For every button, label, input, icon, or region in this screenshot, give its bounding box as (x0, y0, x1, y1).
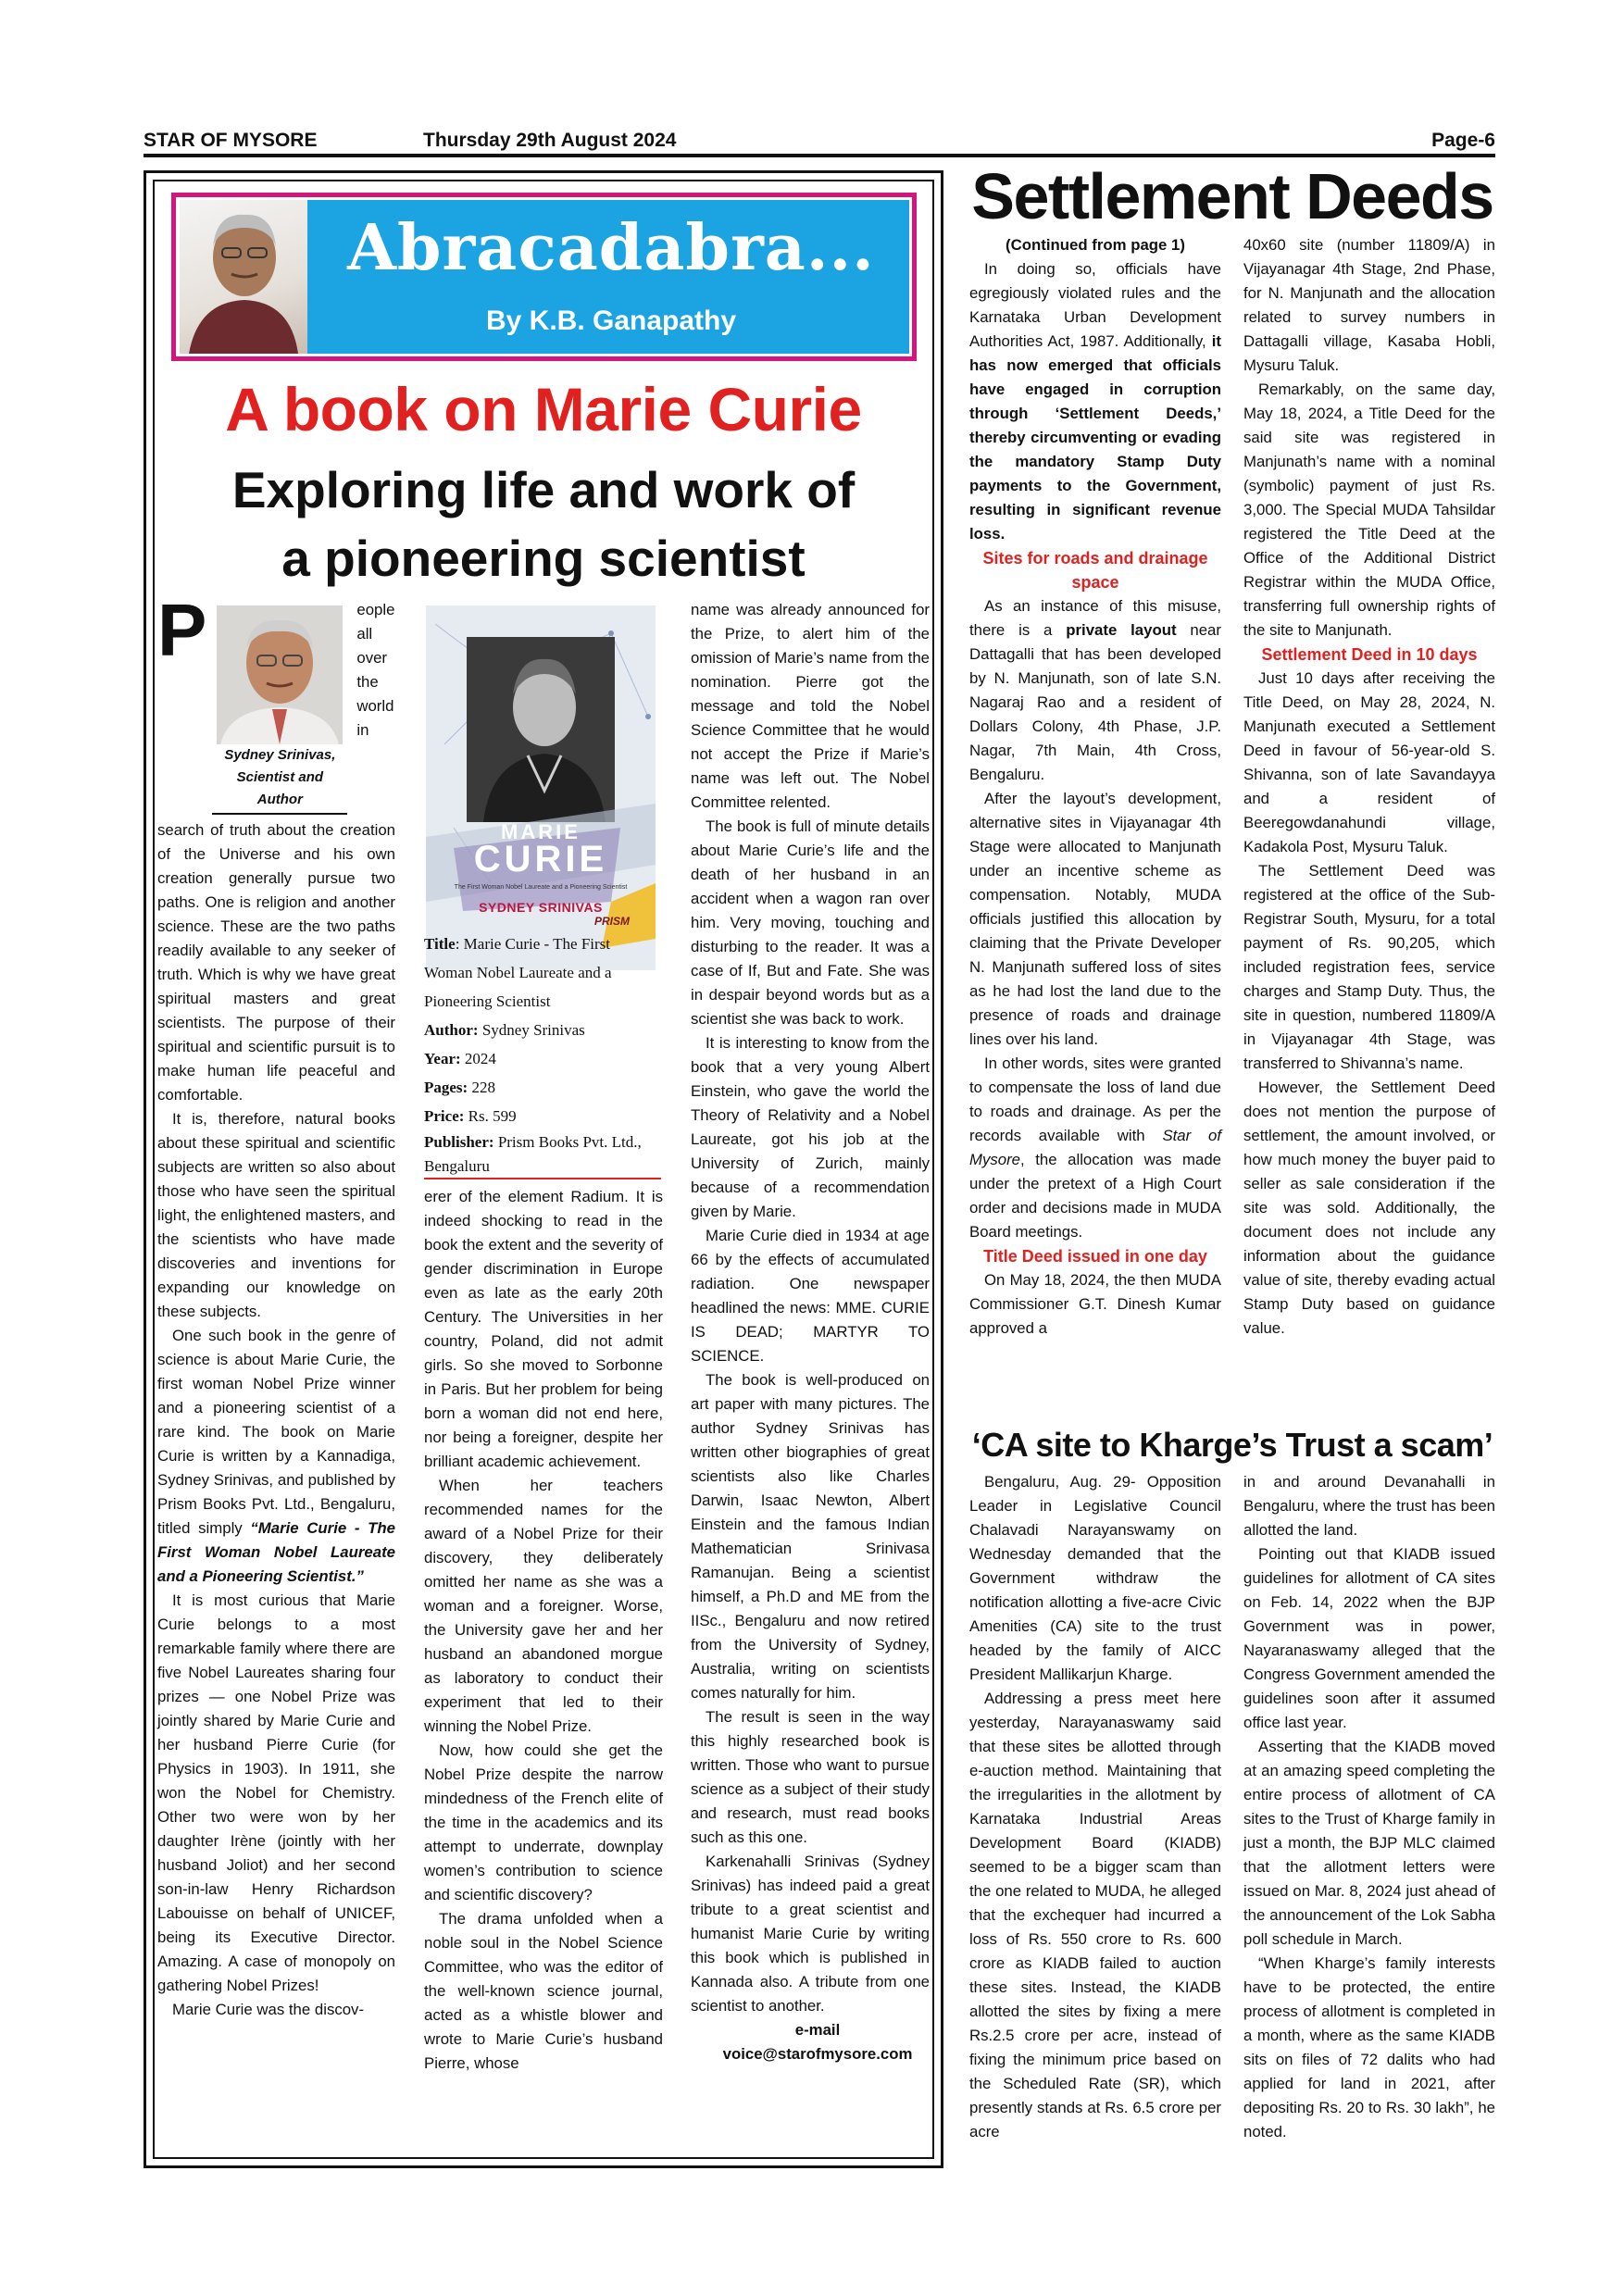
subheadline-line-1: Exploring life and work of (231, 461, 856, 518)
paragraph: Pointing out that KIADB issued guidelines for allotment of CA sites on Feb. 14, 2022 when the BJP Government was in power, Nayaranaswamy alleged that the Congress Government amended the guidelines soon after it assumed office last year. (1243, 1545, 1495, 1731)
paragraph: However, the Settlement Deed does not mention the purpose of settlement, the amount involved, or how much money the buyer paid to seller as sale consideration if the site was sold. Additionally, the document does not include any information about the guidance value of site, thereby evading actual Stamp Duty based on guidance value. (1243, 1079, 1495, 1337)
newspaper-name: STAR OF MYSORE (144, 130, 318, 151)
paragraph: In doing so, officials have egregiously violated rules and the Karnataka Urban Development Authorities Act, 1987. Additionally, it has now emerged that officials have engaged in corruption through ‘Settlement Deeds,’ thereby circumventing or evading the mandatory Stamp Duty payments to the Government, resulting in significant revenue loss. (969, 260, 1221, 543)
columnist-photo (180, 200, 307, 354)
paragraph: Asserting that the KIADB moved at an amazing speed completing the entire process of allotment of CA sites to the Trust of Kharge family in just a month, the BJP MLC claimed that the allotment letters were issued on Mar. 8, 2024 just ahead of the announcement of the Lok Sabha poll schedule in March. (1243, 1738, 1495, 1948)
article-column-3 (691, 598, 930, 2066)
paragraph: In other words, sites were granted to compensate the loss of land due to roads and drainage. As per the records available with Star of Mysore, the allocation was made under the pretext of a High Court order and decisions made in MUDA Board meetings. (969, 1054, 1222, 1241)
cover-author: SYDNEY SRINIVAS (479, 900, 603, 915)
book-pages-row: Pages: 228 (424, 1079, 495, 1096)
paragraph: Addressing a press meet here yesterday, Narayanaswamy said that these sites be allotted through e-auction method. Maintaining that the irregularities in the allotment by Karnataka Industrial Areas Development Board (KIADB) seemed to be a bigger scam than the one related to MUDA, he alleged that the exchequer had incurred a loss of Rs. 550 crore to Rs. 600 crore as KIADB failed to auction these sites. Instead, the KIADB allotted the sites by fixing a mere Rs.2.5 crore per acre, instead of fixing the minimum price based on the Scheduled Rate (SR), which presently stands at Rs. 6.5 crore per acre (969, 1690, 1221, 2140)
paragraph: The book is full of minute details about Marie Curie’s life and the death of her husband in an accident when a wagon ran over him. Very moving, touching and disturbing to the reader. It was a case of If, But and Fate. She was in despair beyond words but as a scientist she was back to work. (691, 817, 930, 1028)
paragraph: The Settlement Deed was registered at the office of the Sub-Registrar South, Mysuru, for a total payment of Rs. 90,205, which included registration fees, service charges and Stamp Duty. Thus, the site in question, numbered 11809/A in Vijayanagar 4th Stage, was transferred to Shivanna’s name. (1243, 862, 1495, 1072)
paragraph: It is, therefore, natural books about these spiritual and scientific subjects are written so also about those who have seen the spiritual light, the enlightened masters, and the scientists who have made discoveries and inventions for expanding our knowledge on these subjects. (157, 1110, 395, 1320)
book-title-row: Title: Marie Curie - The First Woman Nobel Laureate and a Pioneering Scientist (424, 935, 612, 1010)
book-title-mention: “Marie Curie - The First Woman Nobel Laureate and a Pioneering Scientist.” (157, 1519, 395, 1585)
ca-column-1 (969, 1470, 1221, 2144)
author-caption: Sydney Srinivas, Scientist and Author (212, 744, 347, 815)
issue-date: Thursday 29th August 2024 (423, 130, 677, 151)
paragraph: Marie Curie was the discov- (172, 2001, 365, 2018)
cover-subtitle: The First Woman Nobel Laureate and a Pioneering Scientist (454, 884, 628, 891)
paragraph: name was already announced for the Prize, to alert him of the omission of Marie’s name from the nomination. Pierre got the message and told the Nobel Science Committee that he would not accept the Prize if Marie’s name was left out. The Nobel Committee relented. (691, 601, 930, 811)
paragraph: The drama unfolded when a noble soul in the Nobel Science Committee, who was the editor of the well-known science journal, acted as a whistle blower and wrote to Marie Curie’s husband Pierre, whose (424, 1910, 663, 2072)
subheadline-line-2: a pioneering scientist (281, 530, 806, 587)
email-link[interactable]: voice@starofmysore.com (722, 2045, 913, 2063)
paragraph: in and around Devanahalli in Bengaluru, where the trust has been allotted the land. (1243, 1473, 1495, 1539)
article-column-2 (424, 1185, 663, 2076)
ca-column-2 (1243, 1470, 1495, 2144)
paragraph: Remarkably, on the same day, May 18, 2024, a Title Deed for the said site was registered in Manjunath’s name with a nominal (symbolic) payment of just Rs. 3,000. The Special MUDA Tahsildar registered the Title Deed at the Office of the Additional District Registrar within the MUDA Office, transferring full ownership rights of the site to Manjunath. (1243, 381, 1495, 639)
paragraph: Just 10 days after receiving the Title Deed, on May 28, 2024, N. Manjunath executed a Settlement Deed in favour of 56-year-old S. Shivanna, son of late Savandayya and a resident of Beeregowdanahundi village, Kadakola Post, Mysuru Taluk. (1243, 669, 1495, 855)
article-headline: A book on Marie Curie (225, 375, 862, 443)
paragraph: Marie Curie died in 1934 at age 66 by the effects of accumulated radiation. One newspaper headlined the news: MME. CURIE IS DEAD; MARTYR TO SCIENCE. (691, 1227, 930, 1365)
cover-publisher: PRISM (594, 915, 631, 928)
email-label: e-mail (794, 2021, 841, 2039)
paragraph: On May 18, 2024, the then MUDA Commissioner G.T. Dinesh Kumar approved a (969, 1271, 1221, 1337)
paragraph: 40x60 site (number 11809/A) in Vijayanagar 4th Stage, 2nd Phase, for N. Manjunath and the allocation related to survey numbers in Dattagalli village, Kasaba Hobli, Mysuru Taluk. (1243, 236, 1495, 374)
page-number: Page-6 (1431, 130, 1495, 151)
subheading: Settlement Deed in 10 days (1261, 645, 1478, 664)
article-column-1 (157, 589, 395, 2022)
paragraph: Karkenahalli Srinivas (Sydney Srinivas) has indeed paid a great tribute to a great scientist and humanist Marie Curie by writing this book which is published in Kannada also. A tribute from one scientist to another. (691, 1853, 930, 2015)
continued-note: (Continued from page 1) (1006, 236, 1185, 254)
paragraph: erer of the element Radium. It is indeed shocking to read in the book the extent and the severity of gender discrimination in Europe even as late as the early 20th Century. The Universities in her country, Poland, did not admit girls. So she moved to Sorbonne in Paris. But her problem for being born a woman did not end here, nor being a foreigner, despite her brilliant academic achievement. (424, 1188, 663, 1470)
cover-title-big: CURIE (473, 839, 608, 880)
column-byline: By K.B. Ganapathy (485, 306, 737, 336)
paragraph: Bengaluru, Aug. 29- Opposition Leader in Legislative Council Chalavadi Narayanswamy on Wednesday demanded that the Government withdraw the notification allotting a five-acre Civic Amenities (CA) site to the trust headed by the family of AICC President Mallikarjun Kharge. (969, 1473, 1221, 1683)
paragraph: The result is seen in the way this highly researched book is written. Those who want to pursue science as a subject of their study and research, must read books such as this one. (691, 1708, 930, 1846)
article-subheadline (157, 455, 930, 593)
paragraph: It is interesting to know from the book that a very young Albert Einstein, who gave the world the Theory of Relativity and a Nobel Laureate, got his job at the University of Zurich, mainly because of a recommendation given by Marie. (691, 1034, 930, 1220)
book-price-row: Price: Rs. 599 (424, 1107, 517, 1125)
book-year-row: Year: 2024 (424, 1050, 496, 1067)
subheading: Sites for roads and drainage space (982, 549, 1208, 592)
author-figure (212, 605, 347, 815)
paragraph: “When Kharge’s family interests have to be protected, the entire process of allotment is completed in a month, where as the same KIADB sits on files of 72 dalits who had applied for land in 2021, after depositing Rs. 20 to Rs. 30 lakh”, he noted. (1243, 1954, 1495, 2140)
masthead (144, 128, 1495, 157)
settlement-column-1 (969, 233, 1221, 1341)
column-title: Abracadabra... (347, 211, 875, 285)
book-info-divider (424, 1178, 661, 1179)
paragraph: After the layout’s development, alternative sites in Vijayanagar 4th Stage were allocated to Manjunath under an incentive scheme as compensation. Notably, MUDA officials justified this allocation by claiming that the Private Developer N. Manjunath suffered loss of sites as he had lost the land due to the presence of roads and drainage lines over his land. (969, 790, 1221, 1048)
settlement-column-2 (1243, 233, 1495, 1341)
paragraph: It is most curious that Marie Curie belongs to a most remarkable family where there are five Nobel Laureates sharing four prizes — one Nobel Prize was jointly shared by Marie Curie and her husband Pierre Curie (for Physics in 1903). In 1911, she won the Nobel for Chemistry. Other two were won by her daughter Irène (jointly with her husband Joliot) and her second son-in-law Henry Richardson Labouisse on behalf of UNICEF, being its Executive Director. Amazing. A case of monopoly on gathering Nobel Prizes! (157, 1591, 395, 1994)
paragraph: One such book in the genre of science is about Marie Curie, the first woman Nobel Prize winner and a pioneering scientist of a rare kind. The book on Marie Curie is written by a Kannadiga, Sydney Srinivas, and published by Prism Books Pvt. Ltd., Bengaluru, titled simply “Marie Curie - The First Woman Nobel Laureate and a Pioneering Scientist.” (157, 1327, 395, 1585)
settlement-deeds-headline: Settlement Deeds (971, 160, 1493, 232)
paragraph: Now, how could she get the Nobel Prize despite the narrow mindedness of the French elite of the time in the academics and its attempt to underrate, downplay women’s contribution to science and scientific discovery? (424, 1741, 663, 1903)
paragraph: When her teachers recommended names for the award of a Nobel Prize for their discovery, they deliberately omitted her name as she was a woman and a foreigner. Worse, the University gave her and her husband an abandoned morgue as laboratory to conduct their experiment that led to their winning the Nobel Prize. (424, 1477, 663, 1735)
book-cover-image (426, 605, 656, 970)
ca-site-headline: ‘CA site to Kharge’s Trust a scam’ (971, 1426, 1493, 1464)
paragraph: As an instance of this misuse, there is a private layout near Dattagalli that has been developed by N. Manjunath, son of late S.N. Nagaraj Rao and a resident of Dollars Colony, 4th Phase, J.P. Nagar, 7th Main, 4th Cross, Bengaluru. (969, 597, 1221, 783)
book-author-row: Author: Sydney Srinivas (424, 1021, 585, 1039)
cover-title-small: MARIE (501, 820, 581, 843)
author-photo (217, 605, 343, 744)
subheading: Title Deed issued in one day (983, 1247, 1207, 1266)
book-info (424, 930, 661, 1179)
paragraph: The book is well-produced on art paper with many pictures. The author Sydney Srinivas has written other biographies of great scientists also like Charles Darwin, Isaac Newton, Albert Einstein and the famous Indian Mathematician Srinivasa Ramanujan. Being a scientist himself, a Ph.D and ME from the IISc., Bengaluru and now retired from the University of Sydney, Australia, writing on scientists comes naturally for him. (691, 1371, 930, 1702)
book-publisher-row: Publisher: Prism Books Pvt. Ltd., Bengaluru (424, 1133, 642, 1175)
article-intro: eople all over the world in search of truth about the creation of the Universe and his own creation generally pursue two paths. One is religion and another science. These are the two paths readily available to any seeker of truth. Which is why we have great spiritual masters and great scientists. The purpose of their spiritual and scientific pursuit is to make human life peaceful and comfortable. (157, 601, 395, 1104)
drop-cap: P (157, 589, 207, 671)
